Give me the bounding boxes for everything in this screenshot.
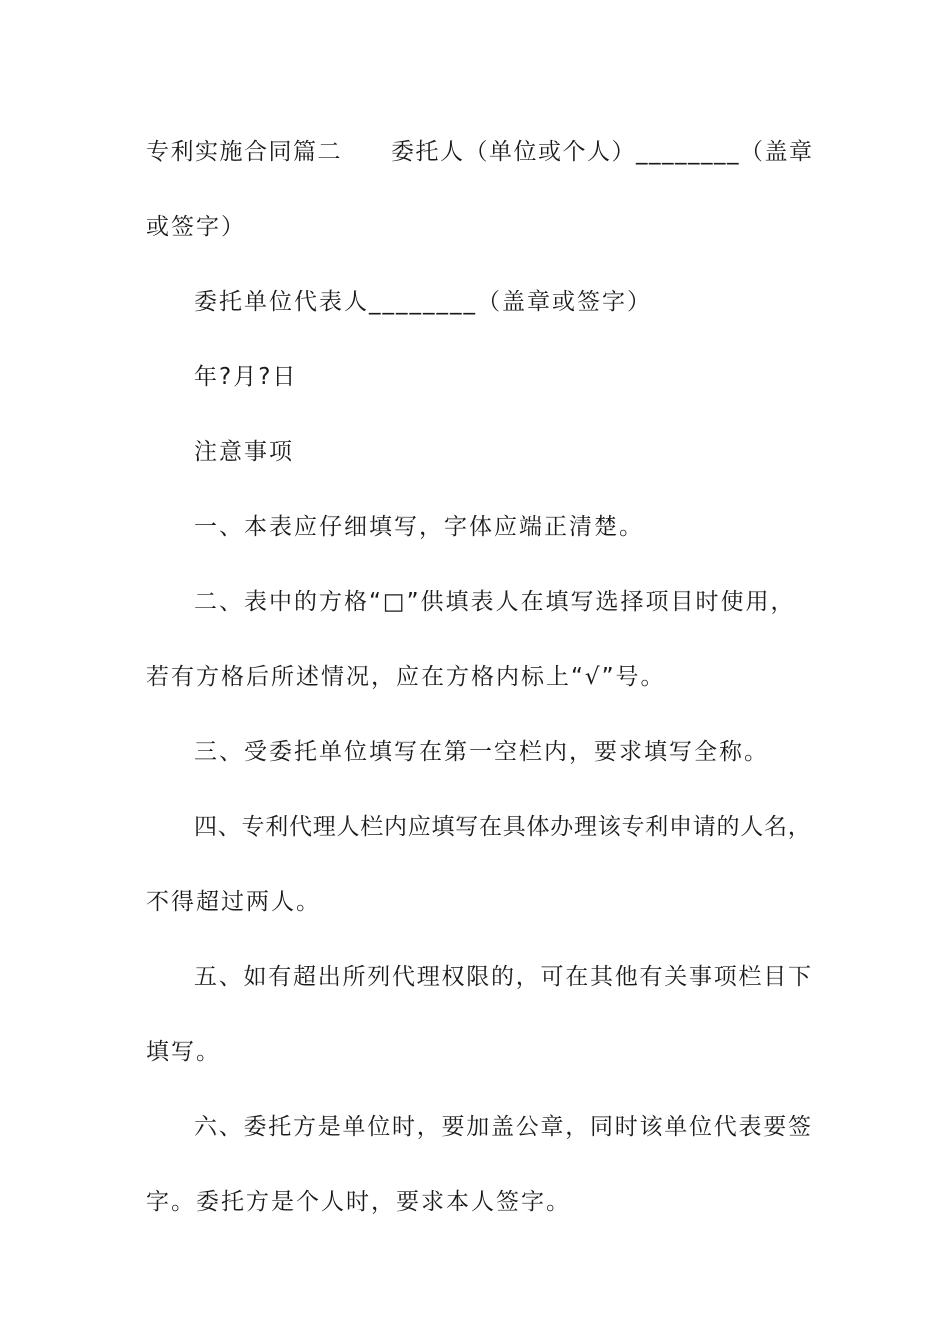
paragraph-line-2: 或签字） bbox=[146, 214, 246, 240]
note-item-5-line-1: 五、如有超出所列代理权限的，可在其他有关事项栏目下 bbox=[194, 964, 813, 990]
paragraph-line-3: 委托单位代表人________（盖章或签字） bbox=[194, 289, 652, 315]
note-item-4-line-2: 不得超过两人。 bbox=[146, 889, 321, 915]
note-item-5-line-2: 填写。 bbox=[146, 1039, 221, 1065]
note-item-6-line-2: 字。委托方是个人时，要求本人签字。 bbox=[146, 1189, 571, 1215]
note-item-2-line-1: 二、表中的方格“□”供填表人在填写选择项目时使用， bbox=[194, 589, 796, 615]
note-item-3: 三、受委托单位填写在第一空栏内，要求填写全称。 bbox=[194, 739, 769, 765]
note-item-2-line-2: 若有方格后所述情况，应在方格内标上“√”号。 bbox=[146, 664, 666, 690]
note-item-1: 一、本表应仔细填写，字体应端正清楚。 bbox=[194, 514, 644, 540]
date-line: 年?月?日 bbox=[194, 364, 298, 390]
note-item-4-line-1: 四、专利代理人栏内应填写在具体办理该专利申请的人名， bbox=[194, 814, 812, 840]
paragraph-line-1: 专利实施合同篇二 委托人（单位或个人）________（盖章 bbox=[146, 139, 814, 165]
note-item-6-line-1: 六、委托方是单位时，要加盖公章，同时该单位代表要签 bbox=[194, 1114, 813, 1140]
section-heading-notes: 注意事项 bbox=[194, 439, 294, 465]
